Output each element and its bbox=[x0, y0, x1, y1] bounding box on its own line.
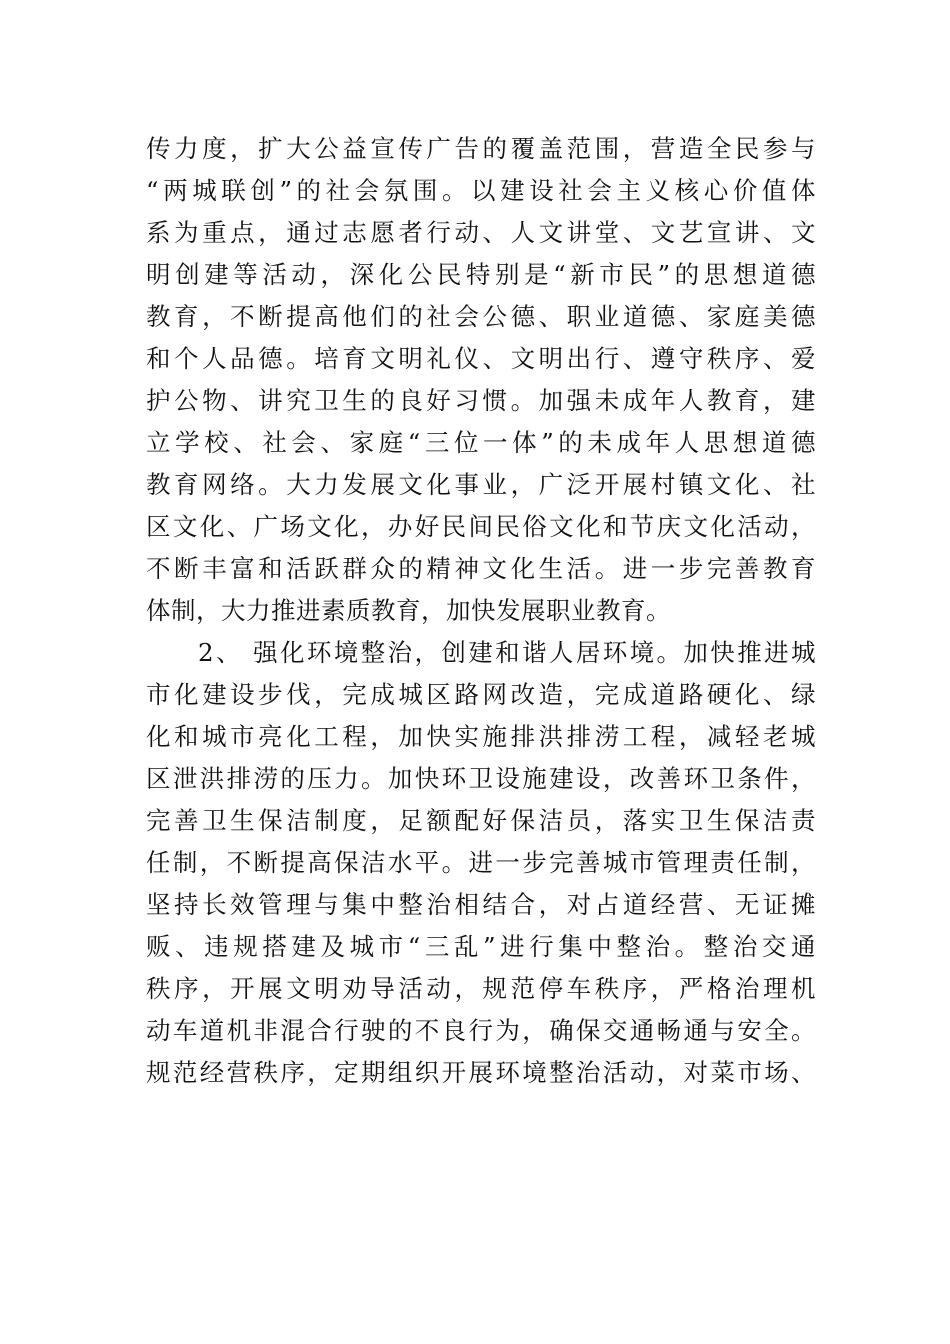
text-line: 市化建设步伐，完成城区路网改造，完成道路硬化、绿 bbox=[146, 680, 816, 709]
text-line: “两城联创”的社会氛围。以建设社会主义核心价值体 bbox=[146, 176, 816, 205]
text-line: 立学校、社会、家庭“三位一体”的未成年人思想道德 bbox=[146, 428, 816, 457]
paragraph-1 bbox=[146, 128, 816, 632]
text-line: 教育，不断提高他们的社会公德、职业道德、家庭美德 bbox=[146, 302, 816, 331]
text-line: 规范经营秩序，定期组织开展环境整治活动，对菜市场、 bbox=[146, 1058, 816, 1087]
text-line: 明创建等活动，深化公民特别是“新市民”的思想道德 bbox=[146, 260, 816, 289]
text-line: 化和城市亮化工程，加快实施排洪排涝工程，减轻老城 bbox=[146, 722, 816, 751]
text-line: 区文化、广场文化，办好民间民俗文化和节庆文化活动， bbox=[146, 512, 816, 541]
text-line: 不断丰富和活跃群众的精神文化生活。进一步完善教育 bbox=[146, 554, 816, 583]
text-line: 系为重点，通过志愿者行动、人文讲堂、文艺宣讲、文 bbox=[146, 218, 816, 247]
text-line: 贩、违规搭建及城市“三乱”进行集中整治。整治交通 bbox=[146, 932, 816, 961]
text-line: 坚持长效管理与集中整治相结合，对占道经营、无证摊 bbox=[146, 890, 816, 919]
text-line: 传力度，扩大公益宣传广告的覆盖范围，营造全民参与 bbox=[146, 134, 816, 163]
text-line: 护公物、讲究卫生的良好习惯。加强未成年人教育，建 bbox=[146, 386, 816, 415]
text-line: 动车道机非混合行驶的不良行为，确保交通畅通与安全。 bbox=[146, 1016, 816, 1045]
text-line: 教育网络。大力发展文化事业，广泛开展村镇文化、社 bbox=[146, 470, 816, 499]
text-line: 体制，大力推进素质教育，加快发展职业教育。 bbox=[146, 596, 671, 625]
text-line: 任制，不断提高保洁水平。进一步完善城市管理责任制， bbox=[146, 848, 816, 877]
text-line: 区泄洪排涝的压力。加快环卫设施建设，改善环卫条件， bbox=[146, 764, 816, 793]
section-heading-line: 2、 强化环境整治，创建和谐人居环境。加快推进城 bbox=[198, 638, 816, 667]
text-line: 完善卫生保洁制度，足额配好保洁员，落实卫生保洁责 bbox=[146, 806, 816, 835]
text-line: 秩序，开展文明劝导活动，规范停车秩序，严格治理机 bbox=[146, 974, 816, 1003]
paragraph-2 bbox=[146, 632, 816, 1094]
text-line: 和个人品德。培育文明礼仪、文明出行、遵守秩序、爱 bbox=[146, 344, 816, 373]
